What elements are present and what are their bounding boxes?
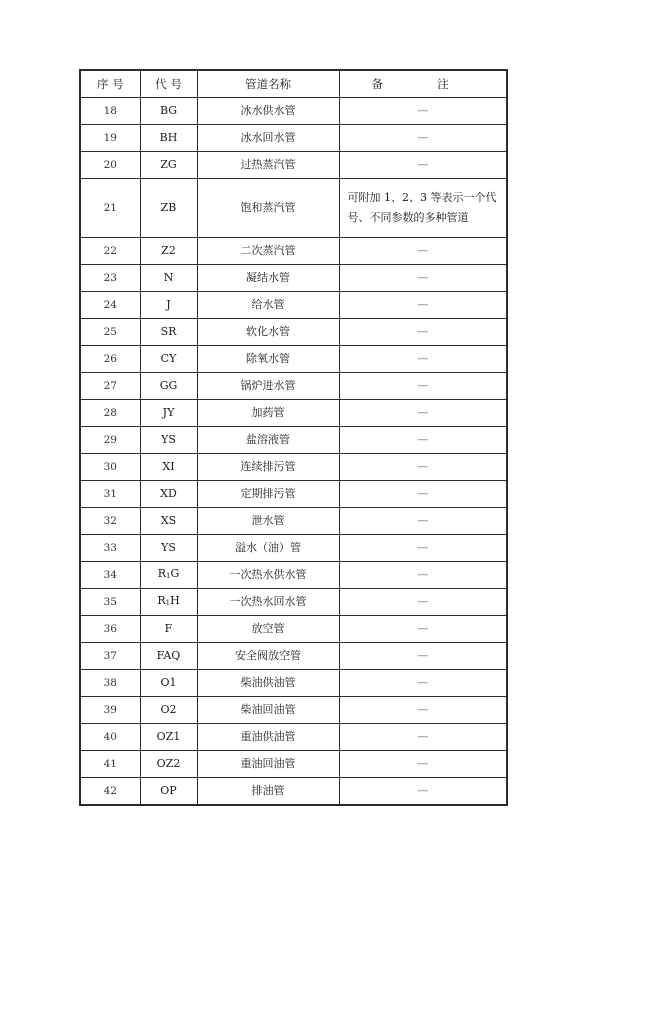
row-note: 可附加 1、2、3 等表示一个代号、不同参数的多种管道 [339, 179, 507, 238]
table-row [80, 98, 507, 125]
row-no: 25 [80, 319, 140, 346]
row-name: 溢水（油）管 [197, 535, 339, 562]
row-no: 39 [80, 697, 140, 724]
row-code [140, 589, 197, 616]
row-note: — [339, 454, 507, 481]
row-code: OP [140, 778, 197, 806]
row-note: — [339, 751, 507, 778]
row-code: F [140, 616, 197, 643]
row-name: 泄水管 [197, 508, 339, 535]
table-row [80, 125, 507, 152]
row-code: YS [140, 535, 197, 562]
row-code: YS [140, 427, 197, 454]
table-header-row [80, 70, 507, 98]
row-name: 柴油供油管 [197, 670, 339, 697]
row-note: — [339, 643, 507, 670]
row-note: — [339, 697, 507, 724]
table-row [80, 697, 507, 724]
row-code: N [140, 265, 197, 292]
header-no: 序 号 [80, 70, 140, 98]
row-code-tail: G [170, 567, 180, 580]
row-name: 除氧水管 [197, 346, 339, 373]
row-name: 凝结水管 [197, 265, 339, 292]
table-row [80, 481, 507, 508]
row-name: 一次热水供水管 [197, 562, 339, 589]
row-code-main: R [157, 567, 167, 580]
table-row [80, 265, 507, 292]
row-note: — [339, 508, 507, 535]
row-code: CY [140, 346, 197, 373]
table-row [80, 751, 507, 778]
row-no: 21 [80, 179, 140, 238]
row-no: 38 [80, 670, 140, 697]
row-code [140, 562, 197, 589]
row-no: 28 [80, 400, 140, 427]
row-no: 33 [80, 535, 140, 562]
row-no: 29 [80, 427, 140, 454]
row-name: 过热蒸汽管 [197, 152, 339, 179]
row-code: ZB [140, 179, 197, 238]
row-no: 37 [80, 643, 140, 670]
row-code: XD [140, 481, 197, 508]
row-note: — [339, 481, 507, 508]
pipe-code-table [79, 69, 508, 806]
table-row [80, 292, 507, 319]
table-row [80, 724, 507, 751]
row-code-sub: 1 [165, 599, 171, 607]
row-no: 30 [80, 454, 140, 481]
row-name: 排油管 [197, 778, 339, 806]
table-row [80, 670, 507, 697]
table-row [80, 535, 507, 562]
row-code: OZ1 [140, 724, 197, 751]
row-name: 二次蒸汽管 [197, 238, 339, 265]
row-code: XI [140, 454, 197, 481]
table-row [80, 508, 507, 535]
row-code: BG [140, 98, 197, 125]
row-code: FAQ [140, 643, 197, 670]
row-code-tail: H [170, 594, 180, 607]
row-code: JY [140, 400, 197, 427]
row-note: — [339, 427, 507, 454]
row-code-main: R [157, 594, 166, 607]
table-row [80, 238, 507, 265]
row-no: 24 [80, 292, 140, 319]
row-note: — [339, 346, 507, 373]
row-name: 定期排污管 [197, 481, 339, 508]
row-name: 一次热水回水管 [197, 589, 339, 616]
row-name: 给水管 [197, 292, 339, 319]
header-note: 备 注 [339, 70, 507, 98]
row-name: 连续排污管 [197, 454, 339, 481]
row-no: 23 [80, 265, 140, 292]
row-name: 安全阀放空管 [197, 643, 339, 670]
table-row [80, 562, 507, 589]
row-name: 软化水管 [197, 319, 339, 346]
row-no: 32 [80, 508, 140, 535]
row-note: — [339, 238, 507, 265]
table-row [80, 319, 507, 346]
table-row [80, 427, 507, 454]
table-row [80, 152, 507, 179]
row-code: OZ2 [140, 751, 197, 778]
row-name: 柴油回油管 [197, 697, 339, 724]
table-row [80, 346, 507, 373]
header-code: 代 号 [140, 70, 197, 98]
row-name: 重油回油管 [197, 751, 339, 778]
row-code: O2 [140, 697, 197, 724]
row-code: SR [140, 319, 197, 346]
table-row [80, 589, 507, 616]
row-name: 冰水回水管 [197, 125, 339, 152]
row-note: — [339, 292, 507, 319]
row-code: Z2 [140, 238, 197, 265]
row-note: — [339, 152, 507, 179]
row-code: GG [140, 373, 197, 400]
row-name: 重油供油管 [197, 724, 339, 751]
row-note: — [339, 616, 507, 643]
row-no: 34 [80, 562, 140, 589]
row-note: — [339, 265, 507, 292]
row-no: 27 [80, 373, 140, 400]
row-note: — [339, 670, 507, 697]
row-note: — [339, 125, 507, 152]
row-name: 饱和蒸汽管 [197, 179, 339, 238]
row-no: 22 [80, 238, 140, 265]
row-note: — [339, 373, 507, 400]
row-code: XS [140, 508, 197, 535]
row-code: BH [140, 125, 197, 152]
row-no: 40 [80, 724, 140, 751]
row-note: — [339, 535, 507, 562]
table-row [80, 778, 507, 806]
row-name: 放空管 [197, 616, 339, 643]
header-name: 管道名称 [197, 70, 339, 98]
table-row [80, 643, 507, 670]
row-note: — [339, 562, 507, 589]
table-row [80, 400, 507, 427]
row-name: 盐溶液管 [197, 427, 339, 454]
row-note: — [339, 400, 507, 427]
row-note: — [339, 724, 507, 751]
row-note: — [339, 778, 507, 806]
table-row [80, 454, 507, 481]
row-name: 冰水供水管 [197, 98, 339, 125]
table-row [80, 616, 507, 643]
row-no: 20 [80, 152, 140, 179]
row-note: — [339, 98, 507, 125]
row-name: 锅炉进水管 [197, 373, 339, 400]
row-code: O1 [140, 670, 197, 697]
row-code: J [140, 292, 197, 319]
row-no: 36 [80, 616, 140, 643]
row-note: — [339, 319, 507, 346]
row-no: 19 [80, 125, 140, 152]
row-no: 31 [80, 481, 140, 508]
row-no: 18 [80, 98, 140, 125]
row-no: 42 [80, 778, 140, 806]
row-no: 41 [80, 751, 140, 778]
row-code-sub: 1 [166, 572, 171, 580]
row-no: 35 [80, 589, 140, 616]
row-note: — [339, 589, 507, 616]
table-row [80, 179, 507, 238]
row-code: ZG [140, 152, 197, 179]
row-name: 加药管 [197, 400, 339, 427]
row-no: 26 [80, 346, 140, 373]
table-row [80, 373, 507, 400]
